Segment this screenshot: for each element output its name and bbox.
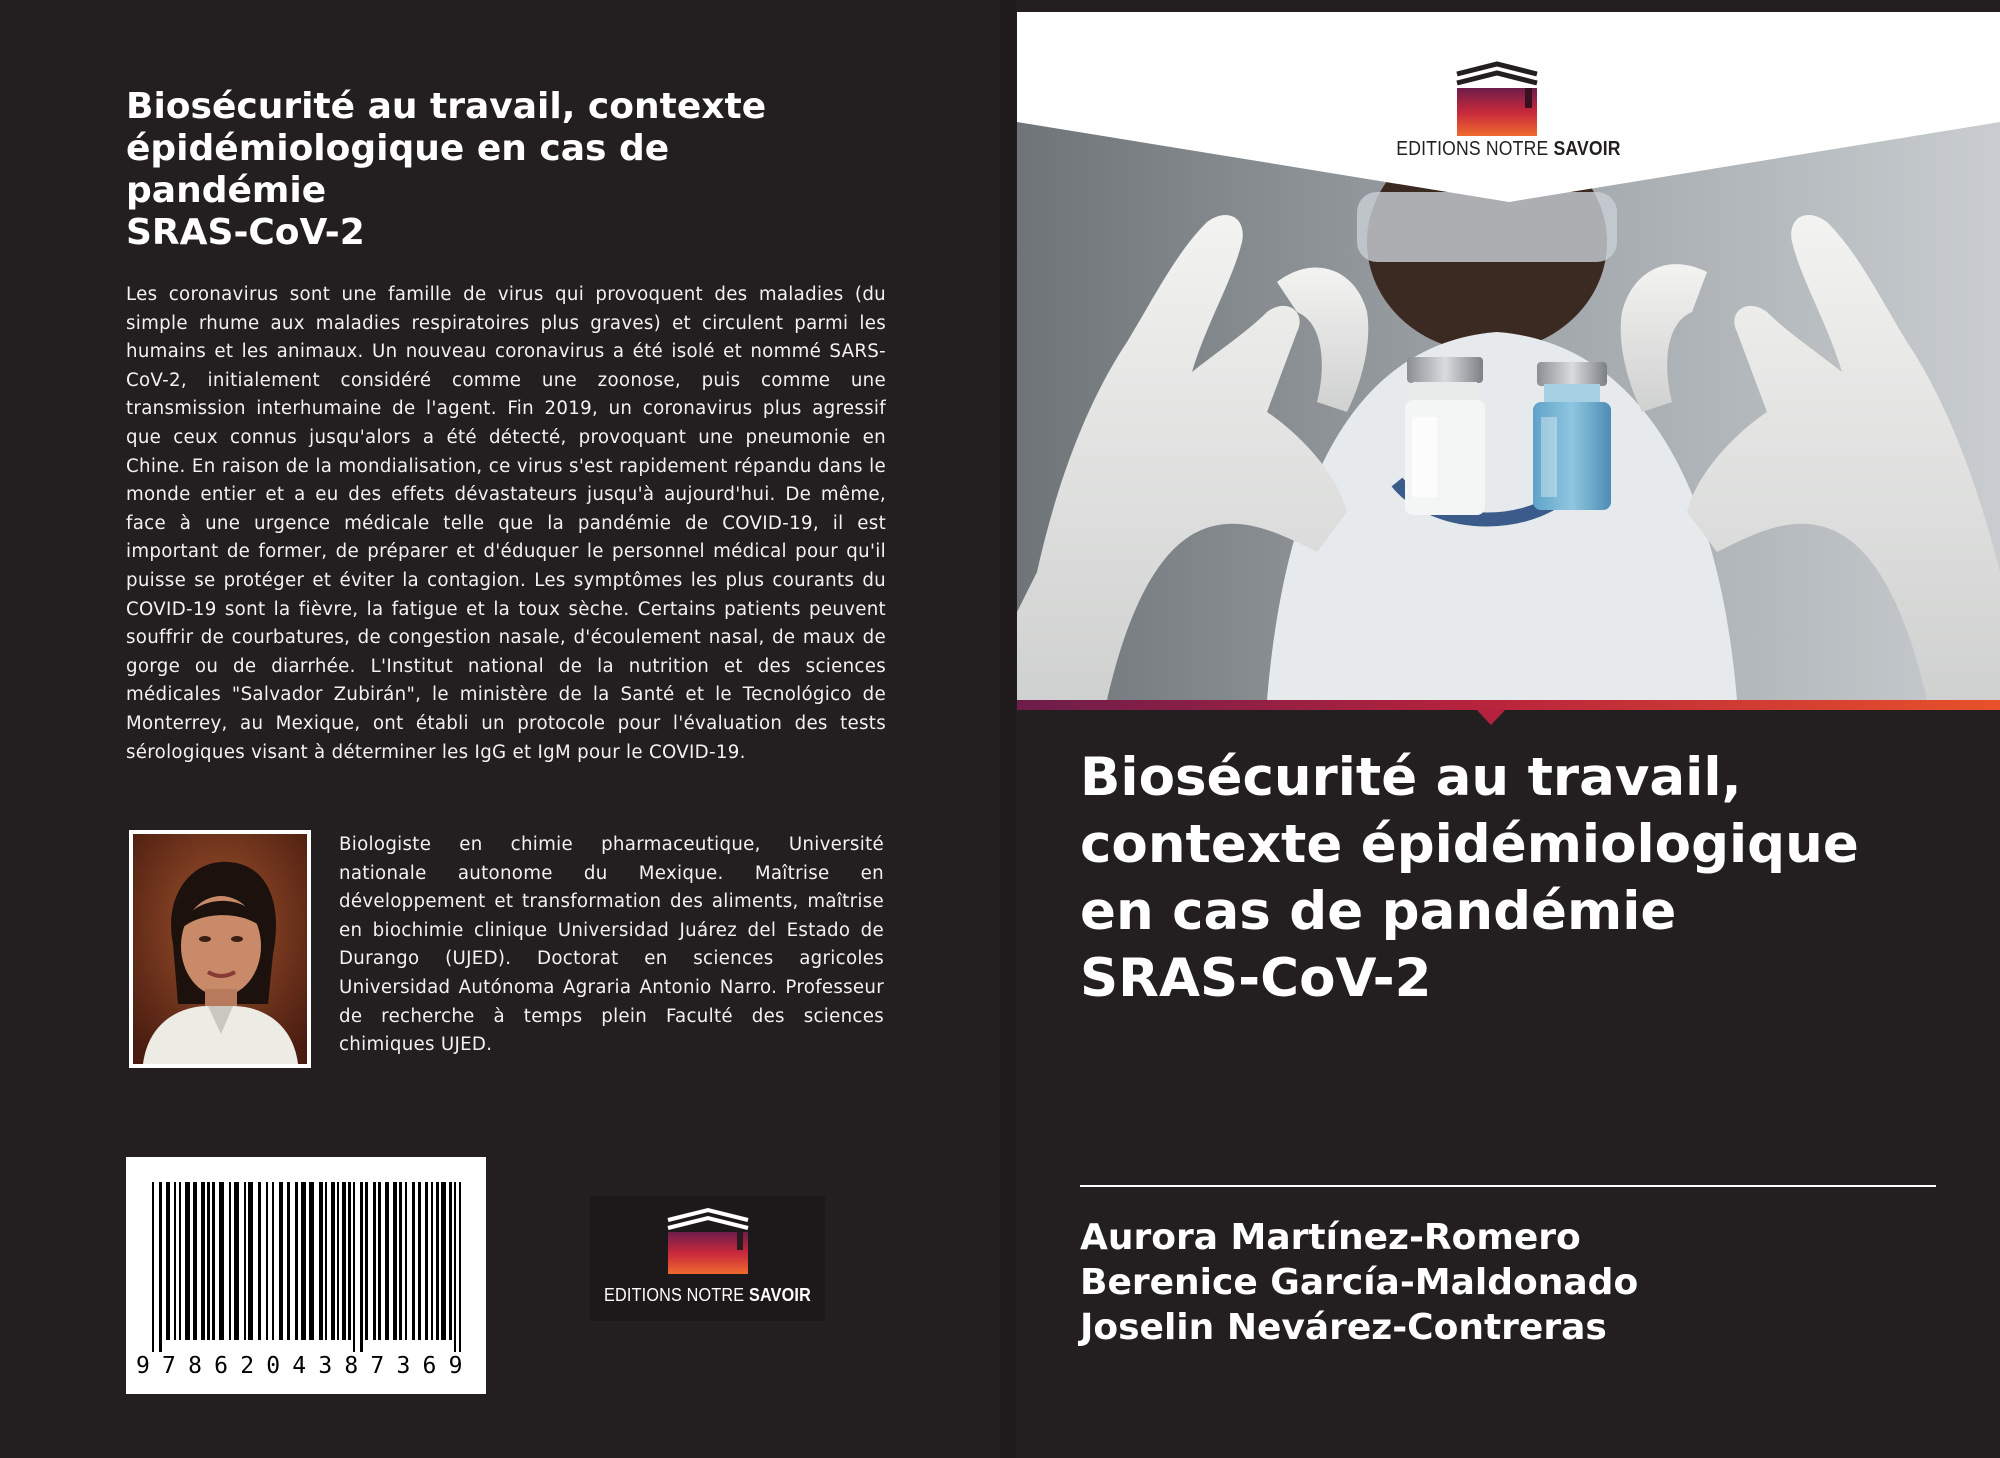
barcode-bar [418,1182,421,1340]
publisher-name-light: EDITIONS NOTRE [604,1285,749,1305]
barcode-bar [360,1182,363,1352]
barcode-bar [405,1182,407,1340]
barcode-bar [287,1182,290,1340]
barcode-bars [144,1182,468,1352]
barcode-bar [436,1182,439,1340]
barcode-bar [353,1182,355,1352]
barcode-bar [412,1182,415,1340]
front-title-line: Biosécurité au travail, [1080,747,1742,808]
barcode-bar [212,1182,215,1340]
barcode-bar [193,1182,197,1340]
publisher-name-back [602,1285,814,1306]
barcode-bar [385,1182,389,1340]
back-title-line: pandémie [126,170,327,211]
barcode-bar [337,1182,339,1340]
barcode-bar [449,1182,452,1340]
accent-stripe [1017,700,2000,710]
back-cover-title [126,86,886,254]
publisher-logo-back [590,1196,825,1321]
barcode-bar [159,1182,162,1352]
accent-notch [1476,709,1506,725]
publisher-name-front [1076,138,1941,161]
publisher-name-bold: SAVOIR [748,1285,811,1305]
barcode-bar [431,1182,433,1340]
barcode-bar [244,1182,246,1340]
barcode-bar [207,1182,210,1340]
barcode-bar [309,1182,314,1340]
author-name: Berenice García-Maldonado [1080,1262,1639,1303]
front-title-line: en cas de pandémie [1080,881,1677,942]
front-title-line: contexte épidémiologique [1080,814,1859,875]
barcode-bar [272,1182,274,1340]
front-title-line: SRAS-CoV-2 [1080,948,1432,1009]
front-cover-title [1080,744,1960,1012]
barcode-bar [174,1182,176,1340]
barcode-bar [201,1182,205,1340]
barcode-bar [399,1182,402,1340]
barcode-bar [365,1182,368,1340]
barcode-digits: 9786204387369 [136,1353,475,1379]
book-blurb: Les coronavirus sont une famille de virus qui provoquent des maladies (du simple rhume aux maladies respiratoires plus graves) et circulent parmi les humains et les animaux. Un nouveau coronavirus a été isolé et nommé SARS-CoV-2, initialement considéré comme une zoonose, puis comme une transmission interhumaine de l'agent. Fin 2019, un coronavirus plus agressif que ceux connus jusqu'alors a été détecté, provoquant une pneumonie en Chine. En raison de la mondialisation, ce virus s'est rapidement répandu dans le monde entier et a eu des effets dévastateurs jusqu'à aujourd'hui. De même, face à une urgence médicale telle que la pandémie de COVID-19, il est important de former, de préparer et d'éduquer le personnel médical pour qu'il puisse se protéger et éviter la contagion. Les symptômes les plus courants du COVID-19 sont la fièvre, la fatigue et la toux sèche. Certains patients peuvent souffrir de courbatures, de congestion nasale, d'écoulement nasal, de maux de gorge ou de diarrhée. L'Institut national de la nutrition et des sciences médicales "Salvador Zubirán", le ministère de la Santé et le Tecnológico de Monterrey, au Mexique, ont établi un protocole pour l'évaluation des tests sérologiques visant à déterminer les IgG et IgM pour le COVID-19. [126,284,886,763]
barcode-bar [185,1182,190,1340]
title-divider [1080,1185,1936,1187]
publisher-name-bold: SAVOIR [1553,138,1621,160]
back-title-line: épidémiologique en cas de [126,128,670,169]
barcode-bar [152,1182,154,1352]
book-stack-icon [663,1206,753,1278]
barcode-bar [266,1182,268,1340]
author-portrait-image [133,834,307,1064]
barcode-bar [248,1182,253,1340]
barcode-bar [331,1182,335,1340]
author-bio: Biologiste en chimie pharmaceutique, Université nationale autonome du Mexique. Maîtrise en développement et transformation des aliments, maîtrise en biochimie clinique Universidad Juárez del Estado de Durango (UJED). Doctorat en sciences agricoles Universidad Autónoma Agraria Antonio Narro. Professeur de recherche à temps plein Faculté des sciences chimiques UJED. [339,834,884,1056]
barcode-bar [342,1182,346,1340]
publisher-name-front-wrap [1017,12,2000,202]
book-spine [1000,0,1016,1458]
barcode-bar [229,1182,231,1340]
barcode-bar [179,1182,181,1340]
author-name: Joselin Nevárez-Contreras [1080,1307,1607,1348]
publisher-name-light: EDITIONS NOTRE [1396,138,1554,160]
barcode-bar [373,1182,376,1340]
barcode-bar [348,1182,351,1340]
barcode-bar [319,1182,323,1340]
back-title-line: SRAS-CoV-2 [126,212,365,253]
barcode-bar [301,1182,306,1340]
barcode-bar [441,1182,446,1340]
barcode-bar [166,1182,170,1340]
isbn-barcode [126,1157,486,1394]
author-list [1080,1215,1960,1350]
barcode-bar [234,1182,239,1340]
barcode-bar [425,1182,428,1340]
barcode-bar [295,1182,298,1340]
barcode-bar [258,1182,261,1340]
barcode-bar [325,1182,327,1340]
barcode-bar [454,1182,456,1352]
barcode-bar [378,1182,381,1340]
author-name: Aurora Martínez-Romero [1080,1217,1581,1258]
back-title-line: Biosécurité au travail, contexte [126,86,767,127]
barcode-bar [459,1182,461,1352]
author-photo [129,830,311,1068]
barcode-bar [279,1182,283,1340]
barcode-bar [219,1182,224,1340]
barcode-bar [393,1182,397,1340]
